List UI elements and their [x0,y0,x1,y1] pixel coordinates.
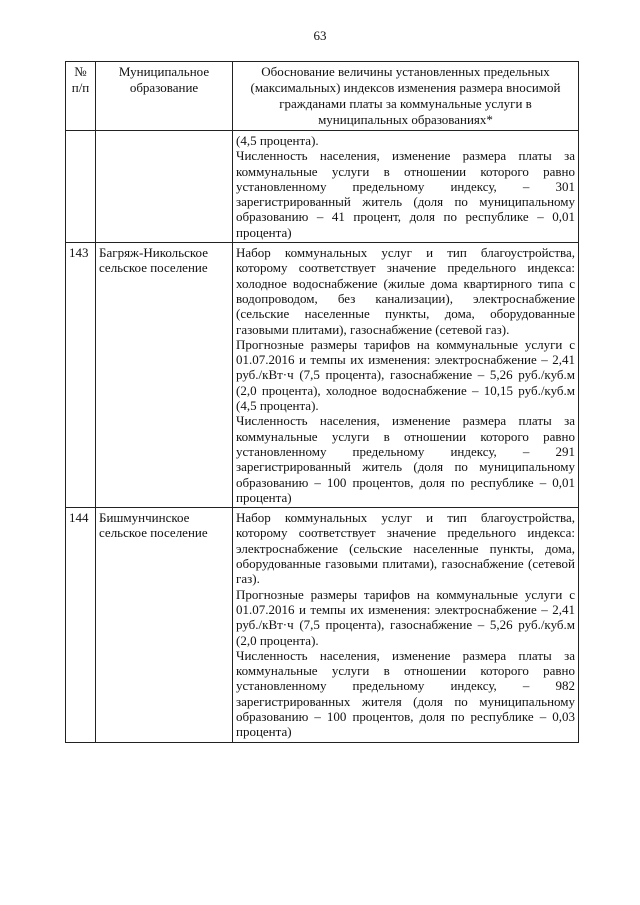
justification-paragraph: Численность населения, изменение размера платы за коммунальные услуги в отношении которого равно установленному предельному индексу, – 291 зарегистрированный житель (доля по муниципальному образованию – 100 процентов, доля по республике – 0,01 процента) [236,413,575,505]
justification-paragraph: Прогнозные размеры тарифов на коммунальные услуги с 01.07.2016 и темпы их изменения: электроснабжение – 2,41 руб./кВт·ч (7,5 процента), газоснабжение – 5,26 руб./куб.м (2,0 процента), холодное водоснабжение – 10,15 руб./куб.м (4,5 процента). [236,336,575,414]
row-justification [233,243,579,508]
header-justification: Обоснование величины установленных предельных (максимальных) индексов изменения размера вносимой гражданами платы за коммунальные услуги в муниципальных образованиях* [233,62,579,131]
justification-paragraph: Прогнозные размеры тарифов на коммунальные услуги с 01.07.2016 и темпы их изменения: электроснабжение – 2,41 руб./кВт·ч (7,5 процента), газоснабжение – 5,26 руб./куб.м (2,0 процента). [236,586,575,648]
justification-paragraph: Численность населения, изменение размера платы за коммунальные услуги в отношении которого равно установленному предельному индексу, – 301 зарегистрированный житель (доля по муниципальному образованию – 41 процент, доля по республике – 0,01 процента) [236,148,575,240]
justification-paragraph: Набор коммунальных услуг и тип благоустройства, которому соответствует значение предельного индекса: холодное водоснабжение (жилые дома квартирного типа с водопроводом, без канализации), электроснабжение (сельские населенные пункты, дома, оборудованные газовыми плитами), газоснабжение (сетевой газ). [236,245,575,337]
table-row [66,508,579,742]
justification-paragraph: Набор коммунальных услуг и тип благоустройства, которому соответствует значение предельного индекса: электроснабжение (сельские населенные пункты, дома, оборудованные газовыми плитами), газоснабжение (сетевой газ). [236,510,575,587]
row-justification [233,131,579,243]
header-number: № п/п [66,62,96,131]
table-header-row [66,62,579,131]
row-municipality [96,131,233,243]
row-number: 143 [66,243,96,508]
row-number [66,131,96,243]
row-number: 144 [66,508,96,742]
justification-paragraph: (4,5 процента). [236,133,319,148]
header-municipality: Муниципальное образование [96,62,233,131]
row-municipality: Багряж-Никольское сельское поселение [96,243,233,508]
tariff-index-table [65,61,579,743]
page-number: 63 [313,28,327,43]
justification-paragraph: Численность населения, изменение размера платы за коммунальные услуги в отношении которого равно установленному предельному индексу, – 982 зарегистрированных жителя (доля по муниципальному образованию – 100 процентов, доля по республике – 0,03 процента) [236,647,575,740]
table-row [66,131,579,243]
row-justification [233,508,579,742]
table-row [66,243,579,508]
row-municipality: Бишмунчинское сельское поселение [96,508,233,742]
